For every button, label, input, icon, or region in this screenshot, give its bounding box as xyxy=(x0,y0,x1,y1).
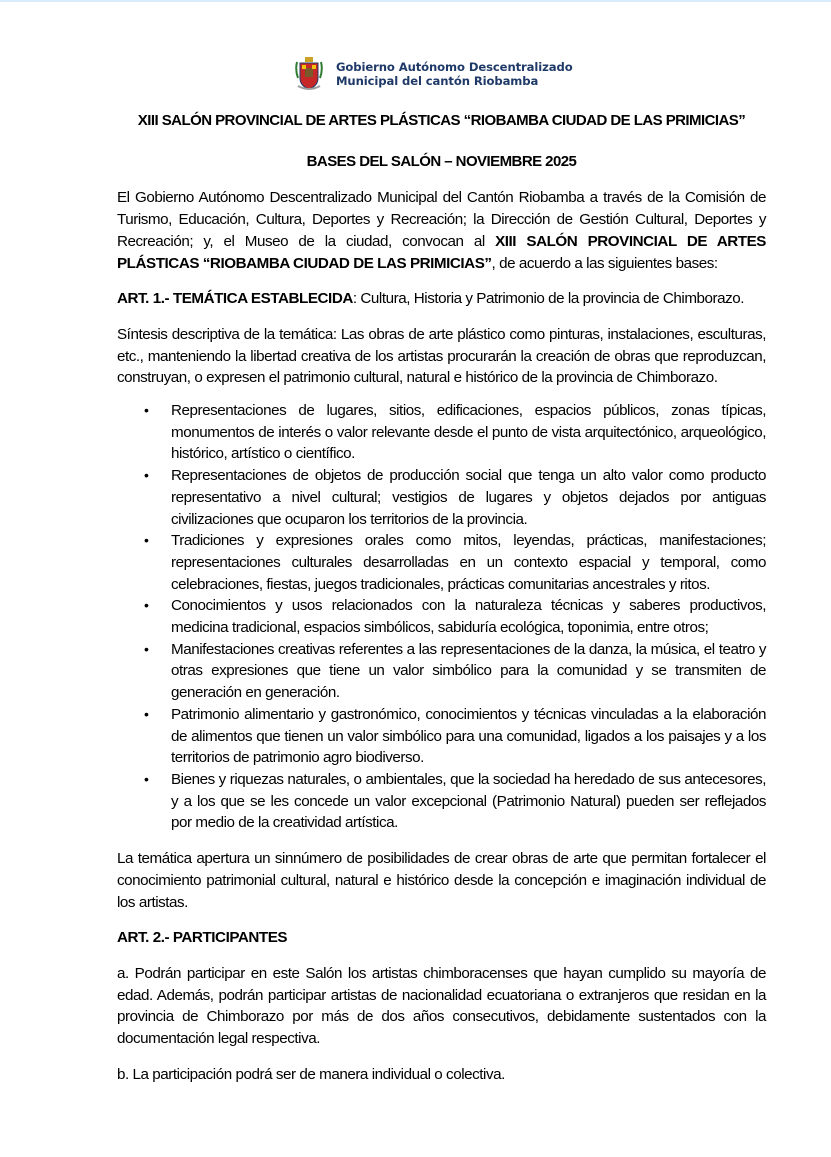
org-name-line1: Gobierno Autónomo Descentralizado xyxy=(336,60,573,74)
document-subtitle: BASES DEL SALÓN – NOVIEMBRE 2025 xyxy=(306,152,577,170)
bullet-item xyxy=(117,400,766,465)
bullet-icon: • xyxy=(144,597,149,614)
bullet-text: Representaciones de lugares, sitios, edificaciones, espacios públicos, zonas típicas, monumentos de interés o valor relevante desde el punto de vista arquitectónico, arqueológico, histórico, artístico o científico. xyxy=(171,402,766,463)
bullet-icon: • xyxy=(144,467,149,484)
bullet-text: Bienes y riquezas naturales, o ambientales, que la sociedad ha heredado de sus antecesores, y a los que se les concede un valor excepcional (Patrimonio Natural) pueden ser reflejados por medio de la creatividad artística. xyxy=(171,770,766,832)
art1-text: : Cultura, Historia y Patrimonio de la provincia de Chimborazo. xyxy=(352,290,745,308)
bullet-text: Tradiciones y expresiones orales como mitos, leyendas, prácticas, manifestaciones; representaciones culturales desarrolladas en un contexto espacial y temporal, como celebraciones, fiestas, juegos tradicionales, prácticas comunitarias ancestrales y ritos. xyxy=(171,532,766,593)
art1-heading: ART. 1.- TEMÁTICA ESTABLECIDA xyxy=(117,290,353,308)
art1-paragraph xyxy=(117,288,766,310)
bullet-text: Representaciones de objetos de producción social que tenga un alto valor como producto representativo a nivel cultural; vestigios de lugares y objetos dejados por antiguas civilizaciones que ocuparon los territorios de la provincia. xyxy=(171,467,766,528)
document-body xyxy=(117,104,766,1085)
intro-bold-event-name: XIII SALÓN PROVINCIAL DE ARTES PLÁSTICAS “RIOBAMBA CIUDAD DE LAS PRIMICIAS” xyxy=(117,232,766,272)
bullet-icon: • xyxy=(144,705,149,722)
bullet-text: Patrimonio alimentario y gastronómico, conocimientos y técnicas vinculadas a la elaboración de alimentos que tienen un valor simbólico para una comunidad, ligados a los paisajes y a los territorios de patrimonio agro biodiverso. xyxy=(171,705,766,767)
tematica-bullet-list xyxy=(117,400,766,834)
bullet-text: Conocimientos y usos relacionados con la naturaleza técnicas y saberes productivos, medicina tradicional, espacios simbólicos, sabiduría ecológica, toponimia, entre otros; xyxy=(171,597,766,637)
art2-item-a: a. Podrán participar en este Salón los artistas chimboracenses que hayan cumplido su mayoría de edad. Además, podrán participar artistas de nacionalidad ecuatoriana o extranjeros que residan en la provincia de Chimborazo por más de dos años consecutivos, debidamente sustentados con la documentación legal respectiva. xyxy=(117,964,766,1048)
org-name-line2: Municipal del cantón Riobamba xyxy=(336,74,539,88)
bullet-icon: • xyxy=(144,402,149,419)
bullet-item xyxy=(117,530,766,595)
bullet-item xyxy=(117,595,766,638)
bullet-item xyxy=(117,769,766,834)
bullet-icon: • xyxy=(144,532,149,549)
letterhead xyxy=(294,56,573,92)
bullet-item xyxy=(117,639,766,704)
intro-text-end: , de acuerdo a las siguientes bases: xyxy=(491,254,718,272)
bullet-item xyxy=(117,465,766,530)
bullet-item xyxy=(117,704,766,769)
document-title: XIII SALÓN PROVINCIAL DE ARTES PLÁSTICAS “RIOBAMBA CIUDAD DE LAS PRIMICIAS” xyxy=(137,112,746,129)
viewer-top-edge xyxy=(0,0,831,2)
bullet-icon: • xyxy=(144,640,149,657)
tematica-closing-paragraph: La temática apertura un sinnúmero de posibilidades de crear obras de arte que permitan fortalecer el conocimiento patrimonial cultural, natural e histórico desde la concepción e imaginación individual de los artistas. xyxy=(117,850,766,911)
intro-paragraph xyxy=(117,187,766,274)
coat-of-arms-icon xyxy=(294,56,324,92)
bullet-text: Manifestaciones creativas referentes a las representaciones de la danza, la música, el teatro y otras expresiones que tiene un valor simbólico para la comunidad y se transmiten de generación en generación. xyxy=(171,640,766,702)
art2-heading: ART. 2.- PARTICIPANTES xyxy=(117,929,288,947)
art2-item-b: b. La participación podrá ser de manera individual o colectiva. xyxy=(117,1065,505,1083)
sintesis-paragraph: Síntesis descriptiva de la temática: Las obras de arte plástico como pinturas, instalaciones, esculturas, etc., manteniendo la libertad creativa de los artistas procurarán la creación de obras que reproduzcan, construyan, o expresen el patrimonio cultural, natural e histórico de la provincia de Chimborazo. xyxy=(117,325,766,387)
bullet-icon: • xyxy=(144,770,149,787)
intro-text: El Gobierno Autónomo Descentralizado Municipal del Cantón Riobamba a través de la Comisión de Turismo, Educación, Cultura, Deportes y Recreación; la Dirección de Gestión Cultural, Deportes y Recreación; y, el Museo de la ciudad, convocan al xyxy=(117,189,766,250)
